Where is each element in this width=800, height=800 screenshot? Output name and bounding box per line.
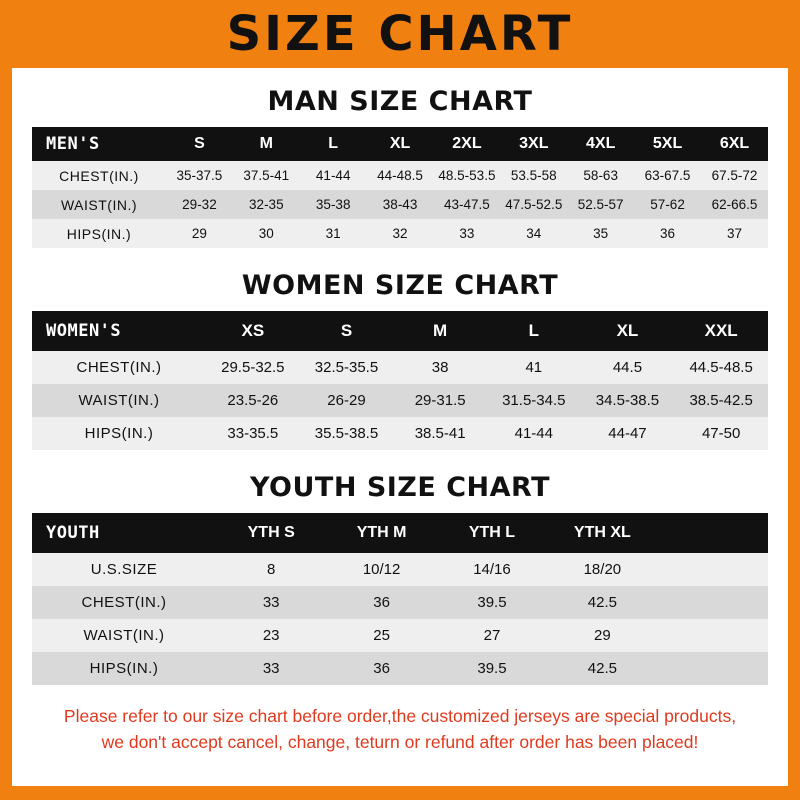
cell: 35.5-38.5 xyxy=(314,425,379,442)
header-cell-yth-xl: YTH XL xyxy=(573,524,631,541)
header-cell-label: YOUTH xyxy=(46,523,100,543)
cell-spacer xyxy=(658,586,768,619)
row-label: CHEST(IN.) xyxy=(59,167,139,184)
cell: 8 xyxy=(267,561,276,578)
header-cell-xxl: XXL xyxy=(704,321,738,340)
cell: 29-32 xyxy=(182,197,217,212)
cell: 10/12 xyxy=(362,561,401,578)
women-table-header xyxy=(32,311,768,351)
cell: 42.5 xyxy=(587,594,617,611)
header-cell-yth-m: YTH M xyxy=(356,524,407,541)
table-header-row xyxy=(32,127,768,161)
table-row xyxy=(32,161,768,190)
cell: 34 xyxy=(526,226,542,241)
cell: 33 xyxy=(262,594,280,611)
cell: 41-44 xyxy=(315,168,351,183)
cell: 44-48.5 xyxy=(377,168,423,183)
women-size-table xyxy=(32,311,768,450)
header-cell-4xl: 4XL xyxy=(586,135,616,152)
man-table-body xyxy=(32,161,768,248)
cell: 31 xyxy=(325,226,341,241)
cell: 62-66.5 xyxy=(711,197,758,212)
table-row xyxy=(32,219,768,248)
table-header-row xyxy=(32,311,768,351)
table-row xyxy=(32,384,768,417)
row-label: WAIST(IN.) xyxy=(78,392,160,409)
cell: 63-67.5 xyxy=(644,168,691,183)
table-row xyxy=(32,553,768,586)
cell: 44.5 xyxy=(612,359,643,376)
cell: 33 xyxy=(262,660,280,677)
cell: 14/16 xyxy=(473,561,511,578)
cell: 29 xyxy=(191,226,207,241)
cell: 39.5 xyxy=(477,594,507,611)
man-table-header xyxy=(32,127,768,161)
cell: 32.5-35.5 xyxy=(314,359,379,376)
cell: 67.5-72 xyxy=(711,168,758,183)
cell: 47-50 xyxy=(701,425,741,442)
cell: 48.5-53.5 xyxy=(438,168,496,183)
cell: 32-35 xyxy=(249,197,284,212)
cell: 36 xyxy=(373,660,390,677)
cell: 35-38 xyxy=(315,197,351,212)
cell: 36 xyxy=(660,226,676,241)
header-cell-xl: XL xyxy=(389,135,411,152)
header-cell-xl: XL xyxy=(616,321,639,340)
header-cell-yth-s: YTH S xyxy=(247,524,295,541)
cell: 52.5-57 xyxy=(577,197,624,212)
cell: 39.5 xyxy=(477,660,507,677)
cell-spacer xyxy=(658,652,768,685)
youth-table-header xyxy=(32,513,768,553)
cell: 58-63 xyxy=(583,168,618,183)
cell: 42.5 xyxy=(587,660,617,677)
header-cell-m: M xyxy=(259,135,273,152)
policy-notice xyxy=(20,703,780,756)
cell: 31.5-34.5 xyxy=(502,392,566,409)
table-row xyxy=(32,417,768,450)
man-size-table xyxy=(32,127,768,248)
header-cell-yth-l: YTH L xyxy=(468,524,516,541)
cell: 23 xyxy=(262,627,280,644)
row-label: WAIST(IN.) xyxy=(60,196,138,213)
cell: 18/20 xyxy=(583,561,622,578)
footer-strip xyxy=(0,786,800,800)
row-label: CHEST(IN.) xyxy=(76,359,162,376)
cell: 27 xyxy=(483,627,501,644)
header-cell-m: M xyxy=(433,321,448,340)
cell: 36 xyxy=(373,594,390,611)
cell: 29-31.5 xyxy=(414,392,466,409)
header-cell-l: L xyxy=(528,321,539,340)
cell: 25 xyxy=(373,627,390,644)
header-cell-label: WOMEN'S xyxy=(46,321,122,341)
row-label: WAIST(IN.) xyxy=(83,627,165,644)
women-section-title: WOMEN SIZE CHART xyxy=(241,270,559,301)
youth-section-title: YOUTH SIZE CHART xyxy=(249,472,551,503)
table-row xyxy=(32,190,768,219)
banner xyxy=(0,0,800,68)
header-cell-6xl: 6XL xyxy=(719,135,750,152)
cell: 35-37.5 xyxy=(176,168,223,183)
cell: 35 xyxy=(593,226,609,241)
cell: 44-47 xyxy=(608,425,647,442)
cell: 41-44 xyxy=(514,425,553,442)
row-label: HIPS(IN.) xyxy=(84,425,154,442)
cell: 38-43 xyxy=(382,197,418,212)
cell: 37.5-41 xyxy=(243,168,290,183)
policy-notice-line1: Please refer to our size chart before order,the customized jerseys are special products, xyxy=(63,706,737,726)
cell: 29.5-32.5 xyxy=(221,359,285,376)
cell: 43-47.5 xyxy=(444,197,490,212)
youth-table-body xyxy=(32,553,768,685)
header-cell-spacer xyxy=(658,513,768,553)
cell: 38 xyxy=(431,359,449,376)
header-cell-2xl: 2XL xyxy=(452,135,482,152)
cell-spacer xyxy=(658,553,768,586)
row-label: HIPS(IN.) xyxy=(66,225,132,242)
row-label: CHEST(IN.) xyxy=(81,594,167,611)
page-title: SIZE CHART xyxy=(226,6,574,62)
policy-notice-line2: we don't accept cancel, change, teturn or refund after order has been placed! xyxy=(101,732,699,753)
cell: 33-35.5 xyxy=(227,425,279,442)
cell: 29 xyxy=(594,627,611,644)
man-section-title: MAN SIZE CHART xyxy=(267,86,533,117)
header-cell-l: L xyxy=(328,135,339,152)
table-header-row xyxy=(32,513,768,553)
cell: 37 xyxy=(726,226,743,241)
row-label: U.S.SIZE xyxy=(90,561,158,578)
cell: 53.5-58 xyxy=(510,168,557,183)
cell: 47.5-52.5 xyxy=(505,197,563,212)
cell: 41 xyxy=(525,359,543,376)
header-cell-5xl: 5XL xyxy=(652,135,683,152)
youth-size-table xyxy=(32,513,768,685)
cell: 33 xyxy=(459,226,475,241)
cell: 23.5-26 xyxy=(227,392,279,409)
header-cell-3xl: 3XL xyxy=(519,135,549,152)
table-row xyxy=(32,619,768,652)
header-cell-s: S xyxy=(340,321,353,340)
cell: 34.5-38.5 xyxy=(595,392,660,409)
row-label: HIPS(IN.) xyxy=(89,660,159,677)
header-cell-s: S xyxy=(194,135,205,152)
cell-spacer xyxy=(658,619,768,652)
cell: 57-62 xyxy=(650,197,685,212)
header-cell-xs: XS xyxy=(241,321,265,340)
women-table-body xyxy=(32,351,768,450)
cell: 32 xyxy=(392,226,408,241)
table-row xyxy=(32,652,768,685)
table-row xyxy=(32,351,768,384)
cell: 30 xyxy=(258,226,274,241)
cell: 44.5-48.5 xyxy=(689,359,753,376)
header-cell-label: MEN'S xyxy=(46,134,100,154)
table-row xyxy=(32,586,768,619)
cell: 38.5-41 xyxy=(414,425,466,442)
cell: 38.5-42.5 xyxy=(689,392,753,409)
cell: 26-29 xyxy=(327,392,366,409)
